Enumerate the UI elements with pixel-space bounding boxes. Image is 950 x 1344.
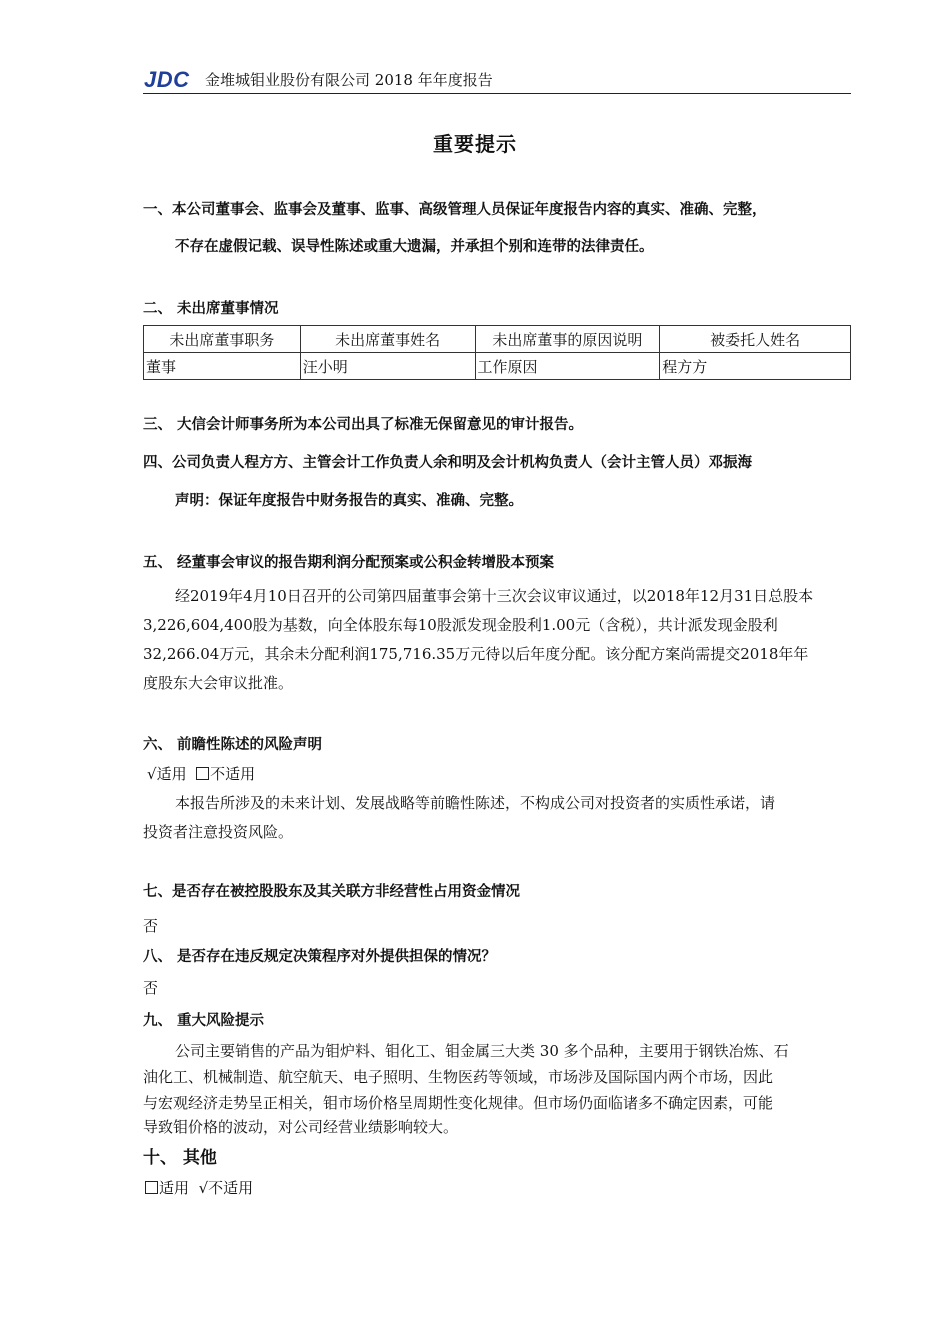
header-divider [143, 93, 851, 94]
section5-line1: 经2019年4月10日召开的公司第四届董事会第十三次会议审议通过，以2018年12月31日总股本 [175, 587, 814, 605]
empty-checkbox-icon [145, 1181, 158, 1194]
section7-heading: 七、是否存在被控股股东及其关联方非经营性占用资金情况 [143, 884, 520, 900]
section1-line1: 一、本公司董事会、监事会及董事、监事、高级管理人员保证年度报告内容的真实、准确、完整， [143, 202, 767, 218]
check-mark-icon: √ [198, 1179, 209, 1197]
section1-line2: 不存在虚假记载、误导性陈述或重大遗漏，并承担个别和连带的法律责任。 [175, 239, 654, 255]
section6-heading: 六、 前瞻性陈述的风险声明 [143, 737, 323, 753]
table-cell: 董事 [144, 353, 301, 380]
column-header: 未出席董事姓名 [300, 326, 475, 353]
table-cell: 工作原因 [475, 353, 660, 380]
section7-answer: 否 [143, 917, 159, 935]
page-header [143, 66, 851, 92]
table-header-row [144, 326, 851, 353]
option-applicable-label: 适用 [159, 1179, 190, 1197]
section5-line2: 3,226,604,400股为基数，向全体股东每10股派发现金股利1.00元（含税），共计派发现金股利 [143, 616, 778, 634]
section9-line2: 油化工、机械制造、航空航天、电子照明、生物医药等领域，市场涉及国际国内两个市场，因此 [143, 1068, 774, 1086]
column-header: 未出席董事的原因说明 [475, 326, 660, 353]
section6-line1: 本报告所涉及的未来计划、发展战略等前瞻性陈述，不构成公司对投资者的实质性承诺，请 [175, 794, 776, 812]
absent-directors-table [143, 325, 851, 380]
section5-line3: 32,266.04万元，其余未分配利润175,716.35万元待以后年度分配。该分配方案尚需提交2018年年 [143, 645, 809, 663]
section6-options [147, 763, 255, 784]
section10-heading: 十、 其他 [143, 1148, 217, 1168]
option-not-applicable-label: 不适用 [208, 1179, 254, 1197]
section5-line4: 度股东大会审议批准。 [143, 674, 294, 692]
empty-checkbox-icon [196, 767, 209, 780]
section3-text: 三、 大信会计师事务所为本公司出具了标准无保留意见的审计报告。 [143, 417, 584, 433]
section5-heading: 五、 经董事会审议的报告期利润分配预案或公积金转增股本预案 [143, 555, 555, 571]
option-applicable-label: 适用 [156, 765, 187, 783]
section9-heading: 九、 重大风险提示 [143, 1013, 265, 1029]
jdc-logo [143, 66, 201, 92]
column-header: 被委托人姓名 [660, 326, 851, 353]
section2-heading: 二、 未出席董事情况 [143, 301, 279, 317]
section4-line2: 声明：保证年度报告中财务报告的真实、准确、完整。 [175, 493, 523, 509]
page-title: 重要提示 [433, 132, 517, 156]
table-cell: 程方方 [660, 353, 851, 380]
section9-line4: 导致钼价格的波动，对公司经营业绩影响较大。 [143, 1118, 459, 1136]
option-not-applicable-label: 不适用 [210, 765, 256, 783]
check-mark-icon: √ [147, 765, 157, 783]
section4-line1: 四、公司负责人程方方、主管会计工作负责人余和明及会计机构负责人（会计主管人员）邓振海 [143, 455, 752, 471]
column-header: 未出席董事职务 [144, 326, 301, 353]
section8-heading: 八、 是否存在违反规定决策程序对外提供担保的情况？ [143, 949, 497, 965]
section9-line1: 公司主要销售的产品为钼炉料、钼化工、钼金属三大类 30 多个品种，主要用于钢铁冶炼、石 [175, 1042, 789, 1060]
table-cell: 汪小明 [300, 353, 475, 380]
logo-text: JDC [144, 67, 190, 92]
header-title: 金堆城钼业股份有限公司 2018 年年度报告 [205, 71, 493, 89]
section8-answer: 否 [143, 979, 159, 997]
table-row [144, 353, 851, 380]
section6-line2: 投资者注意投资风险。 [143, 823, 294, 841]
section10-options [145, 1177, 253, 1198]
section9-line3: 与宏观经济走势呈正相关，钼市场价格呈周期性变化规律。但市场仍面临诸多不确定因素，可能 [143, 1094, 774, 1112]
